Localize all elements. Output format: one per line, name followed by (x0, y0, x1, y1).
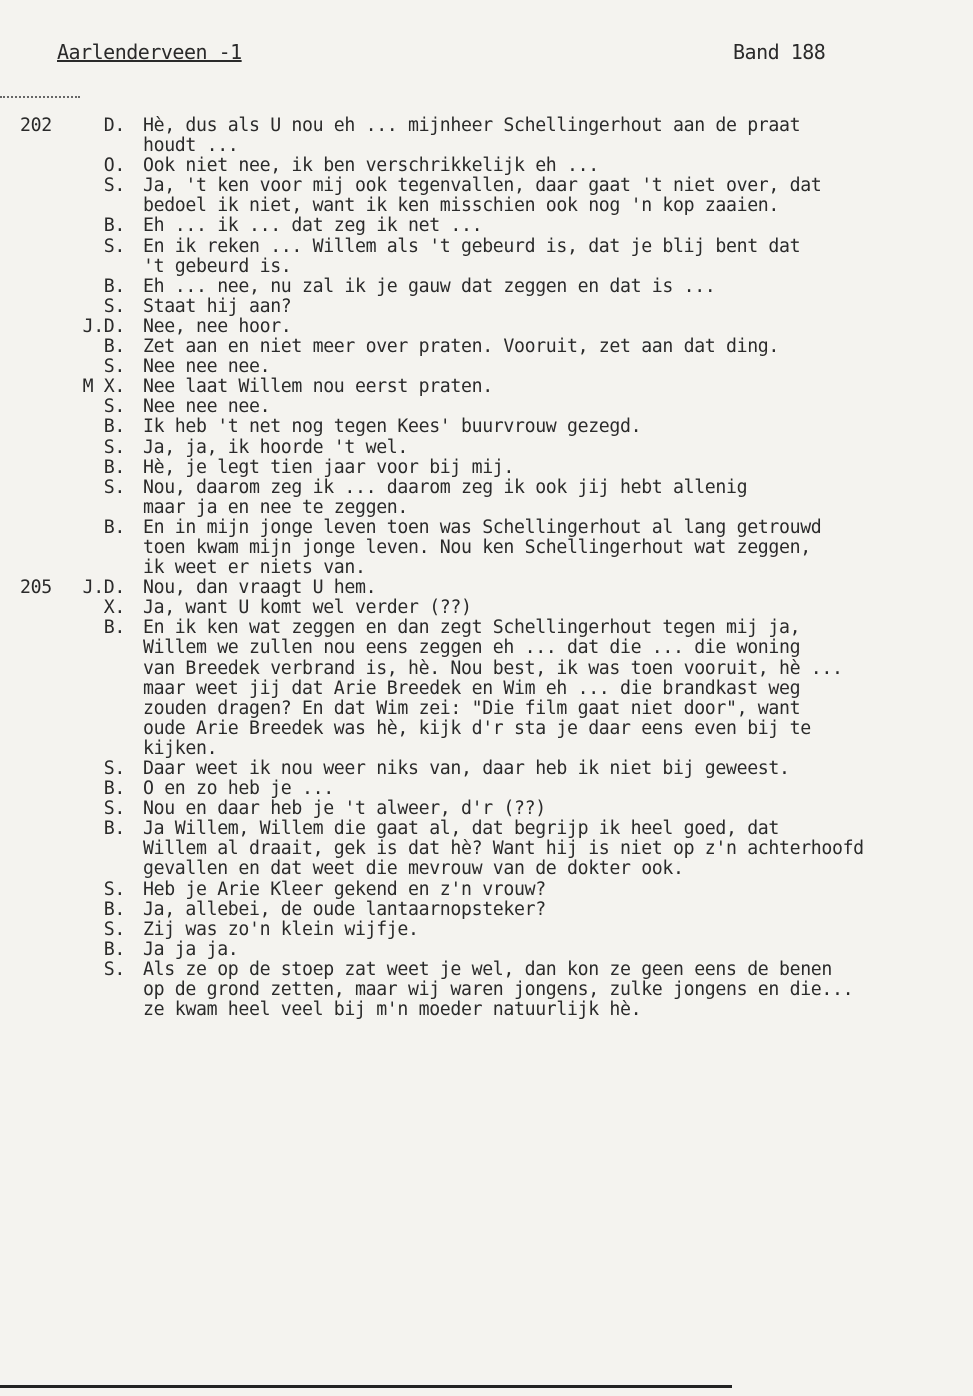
transcript-entry (0, 779, 973, 799)
utterance-line: Als ze op de stoep zat weet je wel, dan kon ze geen eens de benen (143, 958, 832, 980)
transcript-entry (0, 458, 973, 478)
utterance-line: maar ja en nee te zeggen. (143, 496, 408, 518)
speaker-label: B. (103, 617, 125, 639)
speaker-label: B. (103, 778, 125, 800)
speaker-label: B. (103, 818, 125, 840)
speaker-label: J.D. (82, 315, 125, 337)
speaker-label: B. (103, 456, 125, 478)
transcript-entry (0, 478, 973, 518)
transcript-entry (0, 759, 973, 779)
utterance-line: Hè, je legt tien jaar voor bij mij. (143, 456, 514, 478)
utterance-line: Ja, want U komt wel verder (??) (143, 597, 472, 619)
utterance-line: Staat hij aan? (143, 295, 292, 317)
speaker-label: B. (103, 275, 125, 297)
utterance-line: En ik reken ... Willem als 't gebeurd is, dat je blij bent dat (143, 235, 801, 257)
speaker-label: X. (103, 597, 125, 619)
transcript (0, 116, 973, 1020)
utterance-line: van Breedek verbrand is, hè. Nou best, ik was toen vooruit, hè ... (143, 657, 843, 679)
utterance-line: Heb je Arie Kleer gekend en z'n vrouw? (143, 878, 546, 900)
utterance-line: ik weet er niets van. (143, 557, 366, 579)
top-divider (0, 96, 80, 98)
utterance-line: Hè, dus als U nou eh ... mijnheer Schellingerhout aan de praat (143, 115, 801, 136)
utterance-line: Ja Willem, Willem die gaat al, dat begrijp ik heel goed, dat (143, 818, 779, 840)
utterance-line: gevallen en dat weet die mevrouw van de dokter ook. (143, 858, 684, 880)
utterance-line: houdt ... (143, 135, 239, 157)
speaker-label: S. (103, 175, 125, 197)
speaker-label: B. (103, 215, 125, 237)
transcript-entry (0, 337, 973, 357)
utterance-line: Nee nee nee. (143, 396, 271, 418)
utterance-line: Nee nee nee. (143, 356, 271, 378)
speaker-label: S. (103, 758, 125, 779)
speaker-label: S. (103, 918, 125, 940)
transcript-entry (0, 216, 973, 236)
transcript-entry (0, 578, 973, 598)
line-number: 205 (20, 577, 52, 599)
utterance-line: zouden dragen? En dat Wim zei: "Die film gaat niet door", want (143, 697, 801, 719)
utterance-line: Ja, ja, ik hoorde 't wel. (143, 436, 408, 458)
transcript-entry (0, 438, 973, 458)
utterance-line: O en zo heb je ... (143, 778, 334, 800)
utterance-line: Willem al draait, gek is dat hè? Want hij is niet op z'n achterhoofd (143, 838, 864, 860)
utterance-line: Zij was zo'n klein wijfje. (143, 918, 419, 940)
utterance-line: oude Arie Breedek was hè, kijk d'r sta je daar eens even bij te (143, 717, 811, 739)
utterance-line: Willem we zullen nou eens zeggen eh ... dat die ... die woning (143, 637, 801, 659)
transcript-entry (0, 618, 973, 759)
utterance-line: Eh ... ik ... dat zeg ik net ... (143, 215, 483, 237)
utterance-line: 't gebeurd is. (143, 255, 292, 277)
utterance-line: Zet aan en niet meer over praten. Vooruit, zet aan dat ding. (143, 336, 779, 358)
speaker-label: B. (103, 938, 125, 960)
speaker-label: S. (103, 958, 125, 980)
speaker-label: B. (103, 416, 125, 438)
speaker-label: B. (103, 516, 125, 538)
transcript-entry (0, 417, 973, 437)
transcript-entry (0, 377, 973, 397)
speaker-label: S. (103, 356, 125, 378)
utterance-line: Eh ... nee, nu zal ik je gauw dat zeggen en dat is ... (143, 275, 716, 297)
transcript-entry (0, 920, 973, 940)
utterance-line: Ook niet nee, ik ben verschrikkelijk eh ... (143, 155, 599, 177)
utterance-line: Nee, nee hoor. (143, 315, 292, 337)
line-number: 202 (20, 115, 52, 136)
document-title: Aarlenderveen -1 (57, 40, 242, 64)
band-number: Band 188 (733, 40, 826, 64)
transcript-entry (0, 176, 973, 216)
speaker-label: B. (103, 898, 125, 920)
transcript-entry (0, 819, 973, 879)
utterance-line: kijken. (143, 737, 218, 759)
transcript-entry (0, 598, 973, 618)
transcript-entry (0, 116, 973, 156)
utterance-line: Ja, allebei, de oude lantaarnopsteker? (143, 898, 546, 920)
transcript-entry (0, 900, 973, 920)
speaker-label: S. (103, 476, 125, 498)
utterance-line: bedoel ik niet, want ik ken misschien ook nog 'n kop zaaien. (143, 195, 779, 217)
transcript-entry (0, 297, 973, 317)
utterance-line: Nou en daar heb je 't alweer, d'r (??) (143, 798, 546, 820)
speaker-label: J.D. (82, 577, 125, 599)
speaker-label: S. (103, 235, 125, 257)
utterance-line: maar weet jij dat Arie Breedek en Wim eh ... die brandkast weg (143, 677, 801, 699)
transcript-entry (0, 518, 973, 578)
transcript-entry (0, 277, 973, 297)
transcript-entry (0, 960, 973, 1020)
utterance-line: Ik heb 't net nog tegen Kees' buurvrouw gezegd. (143, 416, 642, 438)
speaker-label: M X. (82, 376, 125, 398)
speaker-label: D. (103, 115, 125, 136)
speaker-label: O. (103, 155, 125, 177)
utterance-line: toen kwam mijn jonge leven. Nou ken Schellingerhout wat zeggen, (143, 536, 811, 558)
bottom-divider (0, 1385, 732, 1388)
transcript-entry (0, 799, 973, 819)
transcript-entry (0, 397, 973, 417)
utterance-line: Nee laat Willem nou eerst praten. (143, 376, 493, 398)
speaker-label: S. (103, 396, 125, 418)
utterance-line: Ja ja ja. (143, 938, 239, 960)
speaker-label: S. (103, 295, 125, 317)
transcript-entry (0, 317, 973, 337)
utterance-line: En ik ken wat zeggen en dan zegt Schellingerhout tegen mij ja, (143, 617, 801, 639)
speaker-label: S. (103, 798, 125, 820)
speaker-label: S. (103, 436, 125, 458)
transcript-entry (0, 156, 973, 176)
utterance-line: op de grond zetten, maar wij waren jongens, zulke jongens en die... (143, 979, 854, 1001)
transcript-entry (0, 940, 973, 960)
transcript-entry (0, 357, 973, 377)
utterance-line: Nou, dan vraagt U hem. (143, 577, 377, 599)
utterance-line: En in mijn jonge leven toen was Schellingerhout al lang getrouwd (143, 516, 822, 538)
speaker-label: S. (103, 878, 125, 900)
transcript-entry (0, 237, 973, 277)
transcript-entry (0, 880, 973, 900)
speaker-label: B. (103, 336, 125, 358)
utterance-line: Ja, 't ken voor mij ook tegenvallen, daar gaat 't niet over, dat (143, 175, 822, 197)
utterance-line: Nou, daarom zeg ik ... daarom zeg ik ook jij hebt allenig (143, 476, 748, 498)
utterance-line: Daar weet ik nou weer niks van, daar heb ik niet bij geweest. (143, 758, 790, 779)
utterance-line: ze kwam heel veel bij m'n moeder natuurlijk hè. (143, 999, 642, 1021)
